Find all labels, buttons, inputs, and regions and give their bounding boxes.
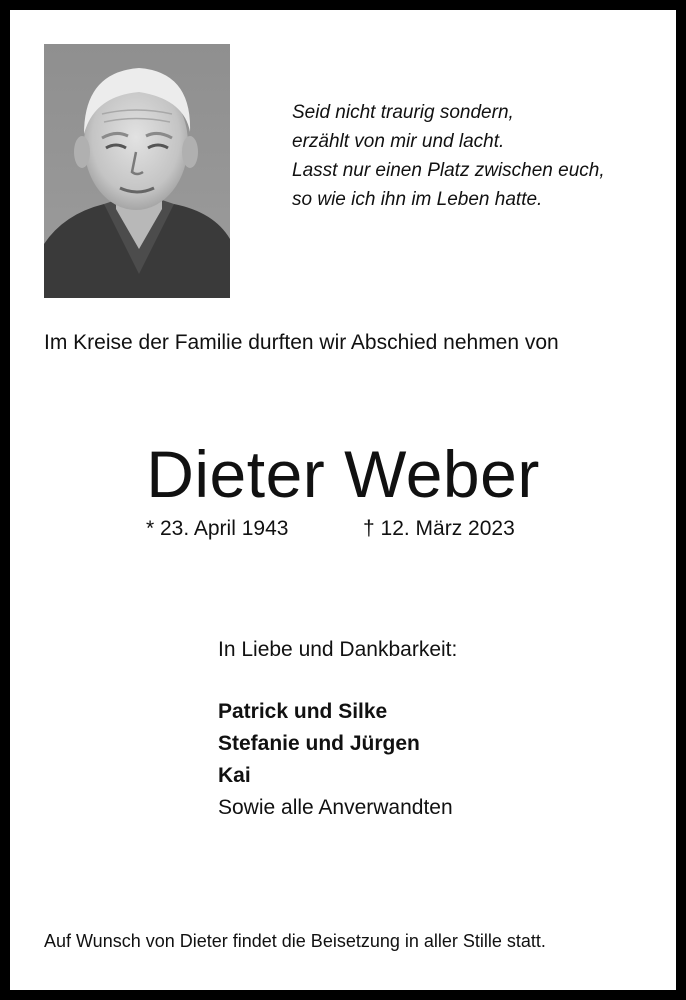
quote-line: so wie ich ihn im Leben hatte. (292, 189, 543, 210)
funeral-notice: Auf Wunsch von Dieter findet die Beisetzung in aller Stille statt. (44, 931, 546, 951)
thanks-heading: In Liebe und Dankbarkeit: (218, 638, 458, 661)
memorial-quote (292, 98, 662, 214)
birth-date: * 23. April 1943 (146, 517, 289, 540)
quote-line: erzählt von mir und lacht. (292, 131, 505, 152)
quote-line: Lasst nur einen Platz zwischen euch, (292, 160, 605, 181)
quote-line: Seid nicht traurig sondern, (292, 102, 514, 123)
family-member: Stefanie und Jürgen (218, 732, 420, 755)
family-list (218, 696, 453, 824)
family-member: Kai (218, 764, 251, 787)
family-others: Sowie alle Anverwandten (218, 796, 453, 819)
deceased-name: Dieter Weber (146, 437, 540, 511)
death-date: † 12. März 2023 (363, 517, 515, 540)
intro-text: Im Kreise der Familie durften wir Abschied nehmen von (44, 331, 559, 354)
family-member: Patrick und Silke (218, 700, 388, 723)
portrait-photo (44, 44, 230, 298)
